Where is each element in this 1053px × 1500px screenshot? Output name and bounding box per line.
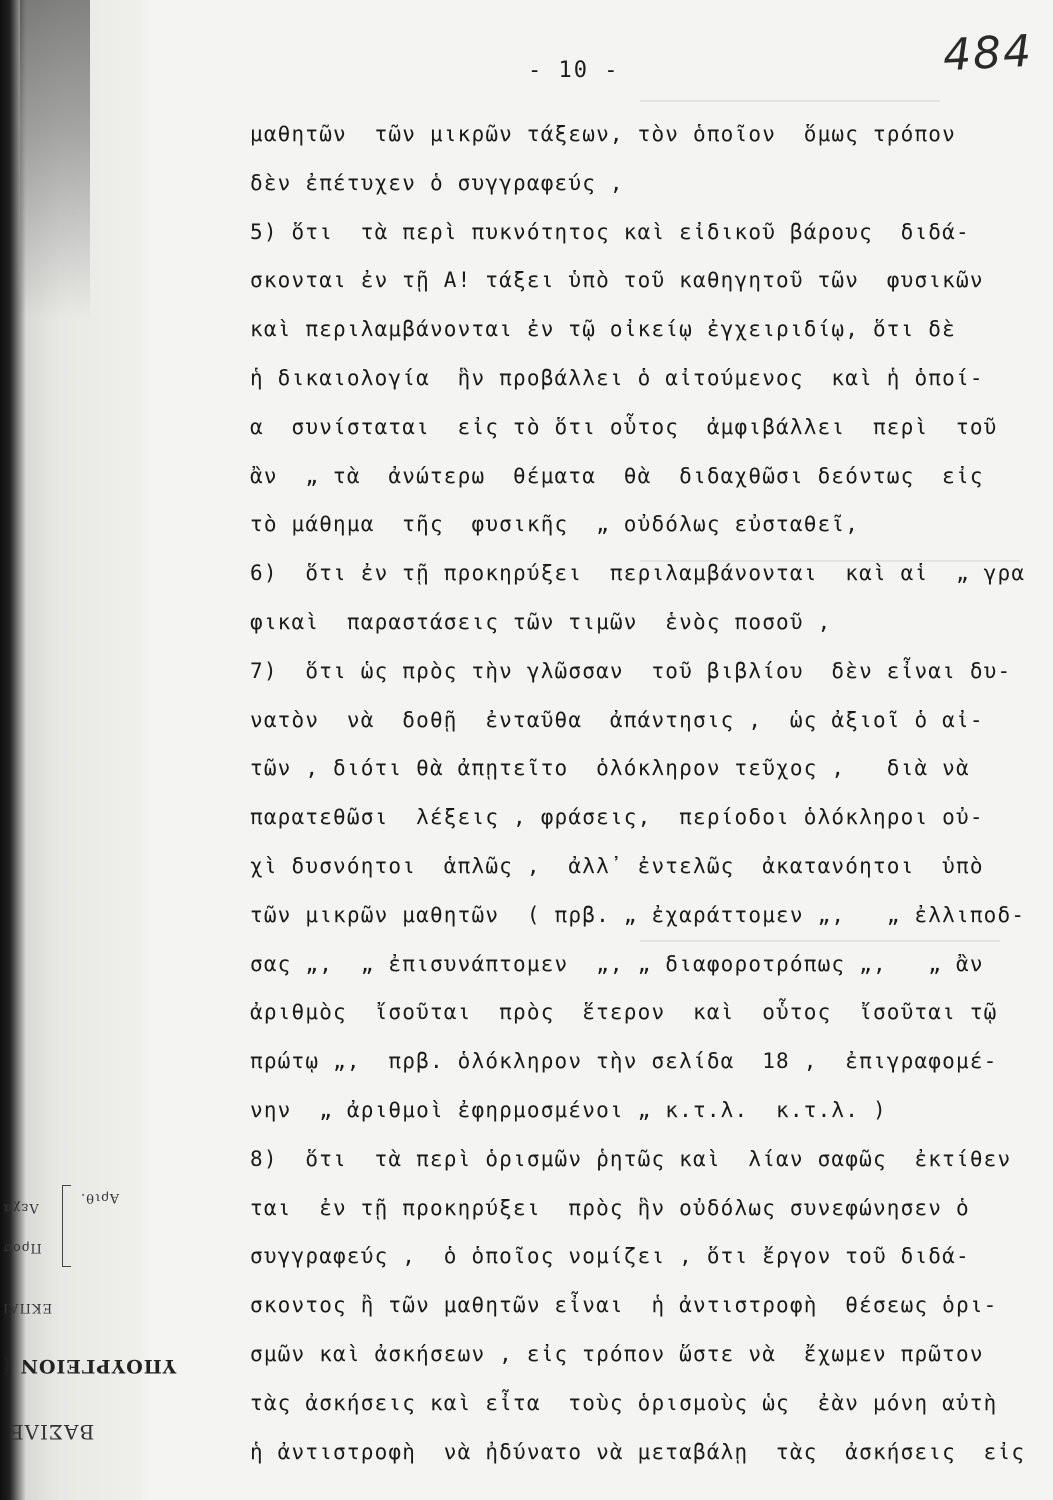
text-line: τῶν μικρῶν μαθητῶν ( πρβ. „ ἐχαράττομεν „, „ ἐλλιποδ-: [250, 902, 1026, 927]
underlying-text-4: Προσ: [2, 1240, 42, 1255]
text-line: μαθητῶν τῶν μικρῶν τάξεων, τὸν ὁποῖον ὅμως τρόπον: [250, 122, 956, 146]
binding-shadow: [20, 0, 90, 320]
document-body: [250, 110, 1050, 1476]
text-line: χὶ δυσνόητοι ἁπλῶς , ἀλλ᾽ ἐντελῶς ἀκατανόητοι ὑπὸ: [250, 853, 984, 878]
text-line: συγγραφεύς , ὁ ὁποῖος νομίζει , ὅτι ἔργον τοῦ διδά-: [250, 1244, 970, 1269]
text-line: 8) ὅτι τὰ περὶ ὁρισμῶν ῥητῶς καὶ λίαν σαφῶς ἐκτίθεν: [250, 1146, 1012, 1171]
text-line: σκοντος ἢ τῶν μαθητῶν εἶναι ἡ ἀντιστροφὴ θέσεως ὁρι-: [250, 1293, 998, 1318]
text-line: νην „ ἀριθμοὶ ἐφηρμοσμένοι „ κ.τ.λ. κ.τ.λ. ): [250, 1097, 887, 1122]
text-line: 7) ὅτι ὡς πρὸς τὴν γλῶσσαν τοῦ βιβλίου δὲν εἶναι δυ-: [250, 658, 1012, 683]
text-line: ἡ ἀντιστροφὴ νὰ ἠδύνατο νὰ μεταβάλῃ τὰς ἀσκήσεις εἰς: [250, 1439, 1026, 1464]
underlying-bracket: [62, 1185, 71, 1267]
text-line: ται ἐν τῇ προκηρύξει πρὸς ἣν οὐδόλως συνεφώνησεν ὁ: [250, 1195, 970, 1220]
underlying-text-6: Αριθ.: [80, 1190, 120, 1205]
underlying-text-2: ΥΠΟΥΡΓΕΙΟΝ (: [2, 1355, 177, 1377]
text-line: τὰς ἀσκήσεις καὶ εἶτα τοὺς ὁρισμοὺς ὡς ἐὰν μόνη αὐτὴ: [250, 1390, 998, 1415]
underlying-text-1: ΒΑΣΙΛΕ: [8, 1420, 95, 1444]
text-line: 6) ὅτι ἐν τῇ προκηρύξει περιλαμβάνονται καὶ αἱ „ γρα: [250, 561, 1026, 586]
text-line: ἀριθμὸς ἴσοῦται πρὸς ἕτερον καὶ οὗτος ἴσοῦται τῷ: [250, 1000, 998, 1025]
text-line: πρώτῳ „, πρβ. ὁλόκληρον τὴν σελίδα 18 , ἐπιγραφομέ-: [250, 1049, 998, 1074]
text-line: τὸ μάθημα τῆς φυσικῆς „ οὐδόλως εὐσταθεῖ,: [250, 512, 860, 537]
text-line: νατὸν νὰ δοθῇ ἐνταῦθα ἀπάντησις , ὡς ἀξιοῖ ὁ αἰ-: [250, 707, 984, 732]
page-number: - 10 -: [528, 58, 620, 83]
folio-number: 484: [941, 25, 1035, 82]
underlying-text-5: Λεχα: [2, 1200, 39, 1215]
text-line: φικαὶ παραστάσεις τῶν τιμῶν ἑνὸς ποσοῦ ,: [250, 609, 832, 634]
ghost-line: [640, 100, 940, 102]
text-line: σμῶν καὶ ἀσκήσεων , εἰς τρόπον ὥστε νὰ ἔχωμεν πρῶτον: [250, 1341, 984, 1366]
text-line: σκονται ἐν τῇ Α! τάξει ὑπὸ τοῦ καθηγητοῦ τῶν φυσικῶν: [250, 268, 984, 293]
text-line: ἂν „ τὰ ἀνώτερω θέματα θὰ διδαχθῶσι δεόντως εἰς: [250, 463, 984, 488]
underlying-text-3: ΕΚΠΑΙ: [2, 1300, 53, 1315]
text-line: τῶν , διότι θὰ ἀπῃτεῖτο ὁλόκληρον τεῦχος , διὰ νὰ: [250, 756, 970, 781]
text-line: παρατεθῶσι λέξεις , φράσεις, περίοδοι ὁλόκληροι οὐ-: [250, 805, 984, 830]
text-line: δὲν ἐπέτυχεν ὁ συγγραφεύς ,: [250, 170, 624, 195]
text-line: 5) ὅτι τὰ περὶ πυκνότητος καὶ εἰδικοῦ βάρους διδά-: [250, 219, 970, 244]
text-line: σας „, „ ἐπισυνάπτομεν „, „ διαφοροτρόπως „, „ ἂν: [250, 951, 984, 976]
text-line: α συνίσταται εἰς τὸ ὅτι οὗτος ἀμφιβάλλει περὶ τοῦ: [250, 414, 998, 439]
text-line: καὶ περιλαμβάνονται ἐν τῷ οἰκείῳ ἐγχειριδίῳ, ὅτι δὲ: [250, 317, 956, 342]
text-line: ἡ δικαιολογία ἣν προβάλλει ὁ αἰτούμενος καὶ ἡ ὁποί-: [250, 365, 984, 390]
